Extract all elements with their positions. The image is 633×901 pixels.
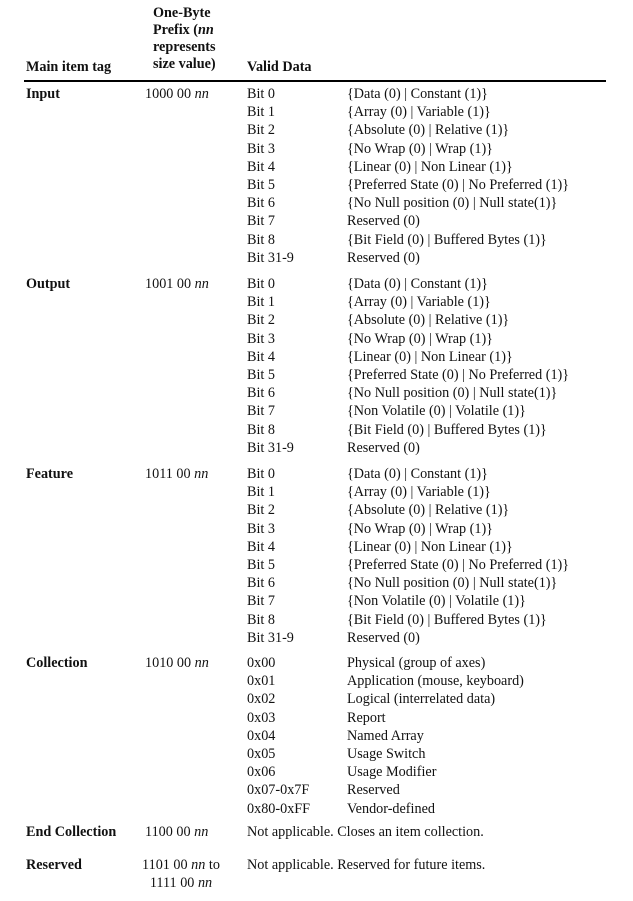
bit-label: Bit 2 [247, 502, 275, 519]
bit-meaning: {Bit Field (0) | Buffered Bytes (1)} [347, 421, 547, 438]
bit-label: 0x07-0x7F [247, 782, 310, 799]
bit-label: 0x00 [247, 655, 276, 671]
reserved-prefix-line2: 1111 00 nn [149, 875, 213, 892]
bit-meaning: {Data (0) | Constant (1)} [347, 276, 488, 292]
bit-label: 0x02 [247, 691, 276, 708]
reserved-tag: Reserved [26, 857, 82, 873]
bit-label: Bit 1 [247, 104, 275, 121]
bit-label: Bit 7 [247, 403, 275, 420]
bit-meaning: {Preferred State (0) | No Preferred (1)} [347, 366, 570, 383]
bit-meaning: {Data (0) | Constant (1)} [347, 466, 488, 482]
bit-meaning: {No Null position (0) | Null state(1)} [347, 385, 558, 402]
bit-meaning: {Linear (0) | Non Linear (1)} [347, 158, 513, 175]
bit-label: 0x80-0xFF [247, 800, 311, 817]
bit-label: Bit 4 [247, 158, 275, 175]
bit-meaning: Reserved (0) [347, 213, 420, 230]
bit-label: 0x04 [247, 727, 276, 744]
bit-label: Bit 0 [247, 276, 275, 292]
bit-meaning: {Absolute (0) | Relative (1)} [347, 122, 510, 139]
bit-meaning: {Non Volatile (0) | Volatile (1)} [347, 403, 526, 420]
bit-meaning: Physical (group of axes) [347, 655, 486, 671]
bit-label: Bit 5 [247, 366, 275, 383]
bit-label: Bit 3 [247, 140, 275, 157]
bit-meaning: Reserved (0) [347, 439, 420, 456]
bit-label: Bit 3 [247, 330, 275, 347]
bit-label: 0x01 [247, 673, 276, 690]
header-valid-data: Valid Data [247, 59, 312, 75]
bit-label: 0x03 [247, 709, 276, 726]
bit-label: Bit 4 [247, 538, 275, 555]
header-prefix-line4: size value) [153, 56, 216, 72]
bit-meaning: {No Wrap (0) | Wrap (1)} [347, 330, 493, 347]
section-tag: Output [26, 276, 71, 292]
bit-label: Bit 5 [247, 176, 275, 193]
bit-label: Bit 2 [247, 122, 275, 139]
bit-meaning: {Array (0) | Variable (1)} [347, 104, 491, 121]
bit-label: Bit 0 [247, 86, 275, 102]
bit-meaning: Application (mouse, keyboard) [347, 673, 524, 690]
section-tag: Feature [26, 466, 74, 482]
bit-label: Bit 31-9 [247, 249, 294, 266]
bit-meaning: Report [347, 709, 386, 726]
bit-label: 0x05 [247, 745, 276, 762]
bit-meaning: {Preferred State (0) | No Preferred (1)} [347, 556, 570, 573]
section-prefix: 1000 00 nn [145, 86, 209, 102]
bit-label: Bit 31-9 [247, 439, 294, 456]
section-tag: Collection [26, 655, 88, 671]
bit-label: Bit 7 [247, 213, 275, 230]
bit-label: Bit 2 [247, 312, 275, 329]
bit-label: Bit 0 [247, 466, 275, 482]
bit-meaning: {No Null position (0) | Null state(1)} [347, 195, 558, 212]
bit-meaning: {Bit Field (0) | Buffered Bytes (1)} [347, 611, 547, 628]
bit-label: Bit 8 [247, 421, 275, 438]
bit-meaning: {Non Volatile (0) | Volatile (1)} [347, 593, 526, 610]
bit-meaning: Reserved (0) [347, 629, 420, 646]
reserved-prefix [136, 856, 226, 892]
bit-label: 0x06 [247, 764, 276, 781]
section-prefix: 1001 00 nn [145, 276, 209, 292]
bit-meaning: Reserved (0) [347, 249, 420, 266]
bit-label: Bit 6 [247, 385, 275, 402]
end-collection-prefix: 1100 00 nn [145, 824, 209, 840]
header-prefix-line2: Prefix (nn [153, 22, 214, 38]
bit-meaning: {Bit Field (0) | Buffered Bytes (1)} [347, 231, 547, 248]
bit-label: Bit 8 [247, 611, 275, 628]
bit-label: Bit 1 [247, 484, 275, 501]
bit-label: Bit 31-9 [247, 629, 294, 646]
section-tag: Input [26, 86, 60, 102]
bit-meaning: {Array (0) | Variable (1)} [347, 294, 491, 311]
bit-label: Bit 7 [247, 593, 275, 610]
header-prefix-line1: One-Byte [153, 5, 211, 21]
header-prefix-line3: represents [153, 39, 216, 55]
bit-meaning: {Linear (0) | Non Linear (1)} [347, 538, 513, 555]
section-prefix: 1010 00 nn [145, 655, 209, 671]
bit-meaning: {Absolute (0) | Relative (1)} [347, 502, 510, 519]
reserved-prefix-line1: 1101 00 nn to [142, 857, 220, 873]
end-collection-note: Not applicable. Closes an item collection. [247, 824, 484, 840]
bit-label: Bit 8 [247, 231, 275, 248]
bit-meaning: Vendor-defined [347, 800, 435, 817]
bit-meaning: {No Wrap (0) | Wrap (1)} [347, 140, 493, 157]
bit-meaning: {Linear (0) | Non Linear (1)} [347, 348, 513, 365]
bit-meaning: {Preferred State (0) | No Preferred (1)} [347, 176, 570, 193]
bit-meaning: Named Array [347, 727, 424, 744]
section-prefix: 1011 00 nn [145, 466, 209, 482]
bit-meaning: {Array (0) | Variable (1)} [347, 484, 491, 501]
bit-label: Bit 5 [247, 556, 275, 573]
bit-meaning: Reserved [347, 782, 400, 799]
bit-meaning: Usage Switch [347, 745, 426, 762]
bit-meaning: {Absolute (0) | Relative (1)} [347, 312, 510, 329]
header-main-item-tag: Main item tag [26, 59, 112, 75]
bit-meaning: {No Wrap (0) | Wrap (1)} [347, 520, 493, 537]
bit-label: Bit 6 [247, 575, 275, 592]
bit-meaning: Usage Modifier [347, 764, 437, 781]
bit-meaning: {No Null position (0) | Null state(1)} [347, 575, 558, 592]
bit-label: Bit 3 [247, 520, 275, 537]
bit-meaning: Logical (interrelated data) [347, 691, 496, 708]
reserved-note: Not applicable. Reserved for future items. [247, 857, 486, 873]
bit-meaning: {Data (0) | Constant (1)} [347, 86, 488, 102]
bit-label: Bit 6 [247, 195, 275, 212]
end-collection-tag: End Collection [26, 824, 117, 840]
bit-label: Bit 4 [247, 348, 275, 365]
bit-label: Bit 1 [247, 294, 275, 311]
